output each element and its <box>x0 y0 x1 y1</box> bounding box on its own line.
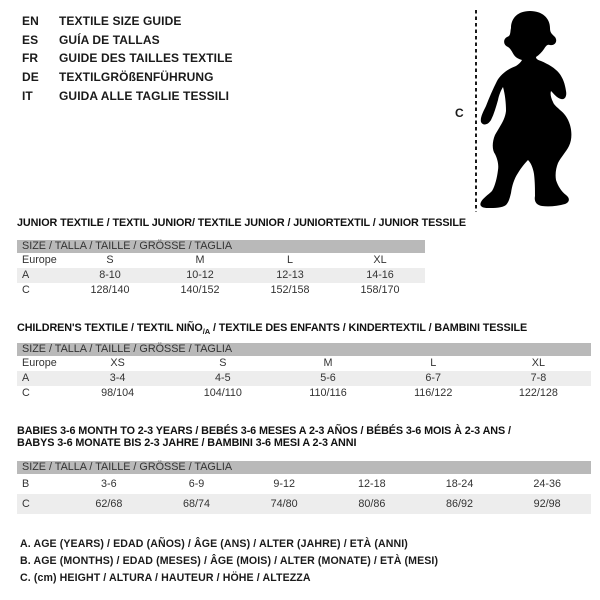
row-label: C <box>22 387 30 399</box>
footnotes <box>20 536 438 586</box>
size-header-bar: SIZE / TALLA / TAILLE / GRÖSSE / TAGLIA <box>17 461 591 474</box>
table-row-europe: Europe S M L XL <box>17 253 425 268</box>
size-header-bar: SIZE / TALLA / TAILLE / GRÖSSE / TAGLIA <box>17 240 425 253</box>
row-label: A <box>22 372 30 384</box>
row-label: Europe <box>22 254 57 266</box>
junior-size-table <box>17 240 425 298</box>
legend-row-it <box>22 87 233 106</box>
footnote-age-months: B. AGE (MONTHS) / EDAD (MESES) / ÂGE (MOIS) / ALTER (MONATE) / ETÀ (MESI) <box>20 554 439 567</box>
babies-size-table <box>17 461 591 514</box>
children-size-table <box>17 343 591 401</box>
row-label: Europe <box>22 357 57 369</box>
guide-title-en: TEXTILE SIZE GUIDE <box>59 14 182 28</box>
table-row-age: A 3-4 4-5 5-6 6-7 7-8 <box>17 371 591 386</box>
guide-title-it: GUIDA ALLE TAGLIE TESSILI <box>59 88 230 103</box>
language-code: IT <box>22 88 33 103</box>
language-legend <box>22 12 233 106</box>
language-code: DE <box>22 70 39 85</box>
size-header-bar: SIZE / TALLA / TAILLE / GRÖSSE / TAGLIA <box>17 343 591 356</box>
guide-title-es: GUÍA DE TALLAS <box>59 32 160 47</box>
table-row-height: C 128/140 140/152 152/158 158/170 <box>17 283 425 298</box>
baby-silhouette-icon <box>480 11 571 208</box>
legend-row-fr <box>22 49 233 68</box>
language-code: FR <box>22 51 39 66</box>
language-code: ES <box>22 32 39 47</box>
babies-title-line1: BABIES 3-6 MONTH TO 2-3 YEARS / BEBÉS 3-6 MESES A 2-3 AÑOS / BÉBÉS 3-6 MOIS À 2-3 ANS / <box>17 425 511 437</box>
height-measure-label: C <box>455 106 464 120</box>
junior-section-title: JUNIOR TEXTILE / TEXTIL JUNIOR/ TEXTILE JUNIOR / JUNIORTEXTIL / JUNIOR TESSILE <box>17 217 466 229</box>
table-row-height: C 62/68 68/74 74/80 80/86 86/92 92/98 <box>17 494 591 514</box>
guide-title-fr: GUIDE DES TAILLES TEXTILE <box>59 51 233 66</box>
legend-row-en <box>22 12 233 31</box>
baby-figure <box>470 8 582 214</box>
row-label: B <box>22 478 30 490</box>
table-row-age: A 8-10 10-12 12-13 14-16 <box>17 268 425 283</box>
table-row-height: C 98/104 104/110 110/116 116/122 122/128 <box>17 386 591 401</box>
footnote-height-cm: C. (cm) HEIGHT / ALTURA / HAUTEUR / HÖHE / ALTEZZA <box>20 571 311 584</box>
babies-title-line2: BABYS 3-6 MONATE BIS 2-3 JAHRE / BAMBINI 3-6 MESI A 2-3 ANNI <box>17 437 357 449</box>
children-section-title: CHILDREN'S TEXTILE / TEXTIL $NIÑO_{/A}$ / TEXTILE DES ENFANTS / KINDERTEXTIL / BAMBINI TESSILE <box>17 322 528 337</box>
row-label: A <box>22 269 30 281</box>
row-label: C <box>22 498 30 510</box>
guide-title-de: TEXTILGRÖßENFÜHRUNG <box>59 70 214 85</box>
row-label: C <box>22 284 30 296</box>
table-row-europe: Europe XS S M L XL <box>17 356 591 371</box>
legend-row-es <box>22 31 233 50</box>
table-row-age-months: B 3-6 6-9 9-12 12-18 18-24 24-36 <box>17 474 591 494</box>
legend-row-de <box>22 68 233 87</box>
babies-section-title <box>17 425 511 449</box>
footnote-age-years: A. AGE (YEARS) / EDAD (AÑOS) / ÂGE (ANS) / ALTER (JAHRE) / ETÀ (ANNI) <box>20 538 408 550</box>
language-code: EN <box>22 14 39 28</box>
